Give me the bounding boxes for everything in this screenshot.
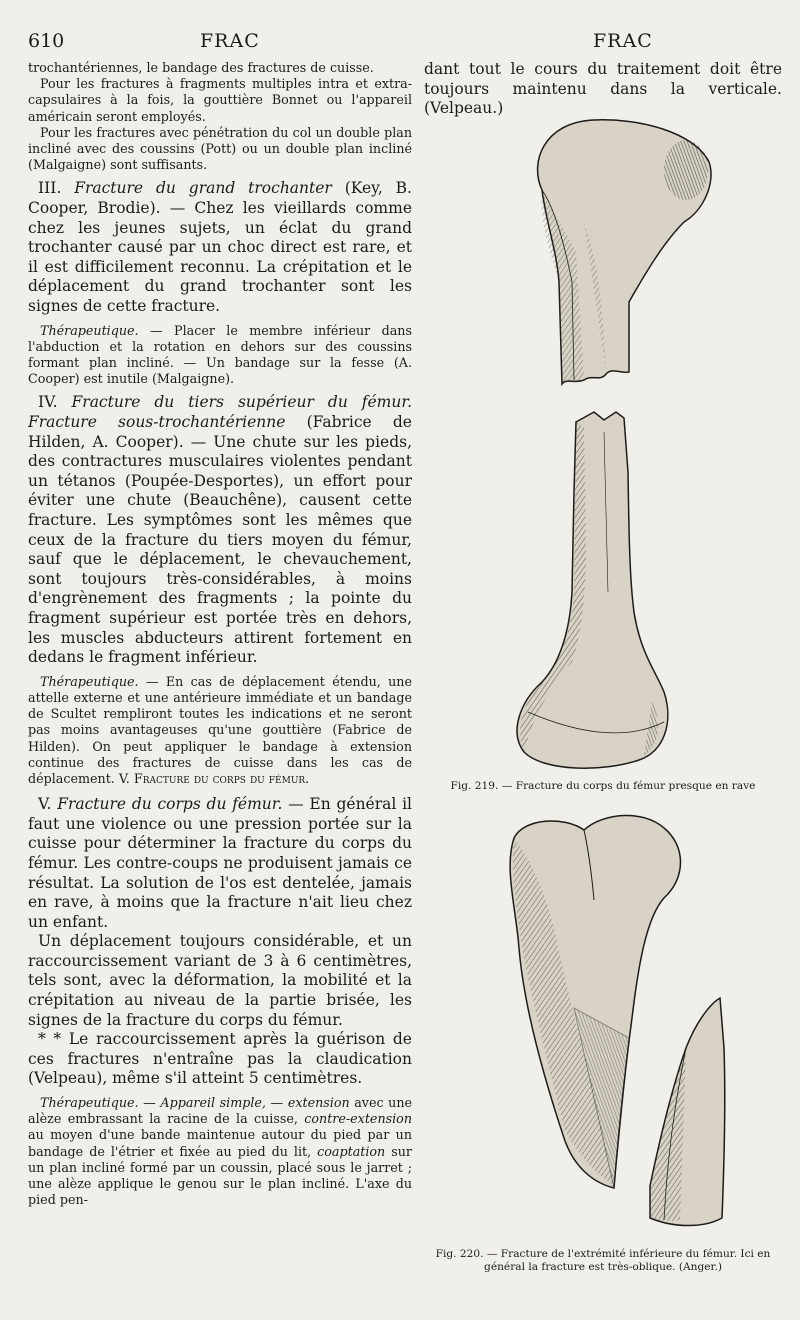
therapeutique-4-body: — En cas de déplacement étendu, une attelle externe et une antérieure immédiate et un bandage de Scultet rempliront toutes les indications et ne seront pas moins avantageuses qu'une gouttière (Fabrice de Hilden). On peut appliquer le bandage à extension continue des fractures de cuisse dans les cas de déplacement. V. — [28, 673, 412, 786]
section-3 — [28, 179, 412, 316]
section-3-number: III. — [38, 179, 62, 198]
therapeutique-5-text-c: sur un plan incliné formé par un coussin, placé sous le jarret ; une alèze applique le genou sur le plan incliné. L'axe du pied pen- — [28, 1143, 412, 1208]
lower-fragment — [517, 412, 668, 768]
right-column — [424, 60, 782, 1312]
therapeutique-4 — [28, 674, 412, 787]
left-column — [28, 60, 412, 1312]
upper-fragment — [538, 120, 711, 384]
term-coaptation: coaptation — [317, 1143, 386, 1159]
section-3-body: (Key, B. Cooper, Brodie). — Chez les vieillards comme chez les jeunes sujets, un éclat du grand trochanter causé par un choc direct est rare, et il est difficilement reconnu. La crépitation et le déplacement du grand trochanter sont les signes de cette fracture. — [28, 179, 412, 315]
paragraph-continuation: trochantériennes, le bandage des fractures de cuisse. — [28, 60, 374, 75]
cross-reference: Fracture du corps du fémur. — [133, 770, 310, 786]
paragraph-shortening-text: Le raccourcissement après la guérison de ces fractures n'entraîne pas la claudication (Velpeau), même s'il atteint 5 centimètres. — [28, 1030, 412, 1088]
paragraph-top-right: dant tout le cours du traitement doit être toujours maintenu dans la verticale. (Velpeau.) — [424, 60, 782, 118]
distal-fragment — [510, 815, 680, 1188]
page-header — [28, 30, 772, 56]
figure-220 — [424, 808, 782, 1274]
running-title-left: FRAC — [200, 30, 260, 52]
section-5-title: Fracture du corps du fémur. — [57, 795, 283, 814]
therapeutique-3-body: — Placer le membre inférieur dans l'abduction et la rotation en dehors sur des coussins formant plan incliné. — Un bandage sur la fesse (A. Cooper) est inutile (Malgaigne). — [28, 322, 412, 387]
figure-219-caption: Fig. 219. — Fracture du corps du fémur presque en rave — [450, 780, 756, 792]
femur-shaft-fracture-illustration — [424, 112, 782, 780]
page-number: 610 — [28, 30, 65, 52]
section-5 — [28, 795, 412, 932]
section-4-title: Fracture du tiers supérieur du fémur. Fracture sous-trochantérienne — [28, 393, 412, 431]
section-4 — [28, 393, 412, 667]
therapeutique-5-text-a: avec une alèze embrassant la racine de la cuisse, — [28, 1095, 412, 1127]
asterism: * * — [38, 1030, 62, 1049]
section-5-number: V. — [38, 795, 52, 814]
paragraph-shortening — [28, 1030, 412, 1089]
therapeutique-5 — [28, 1095, 412, 1208]
therapeutique-5-label: Thérapeutique. — Appareil simple, — extension — [40, 1095, 350, 1111]
figure-220-caption-line-1: Fig. 220. — Fracture de l'extrémité inférieure du fémur. Ici en — [435, 1248, 771, 1260]
therapeutique-3 — [28, 323, 412, 388]
term-contre-extension: contre-extension — [304, 1111, 412, 1127]
paragraph-displacement: Un déplacement toujours considérable, et un raccourcissement variant de 3 à 6 centimètres, tels sont, avec la déformation, la mobilité et la crépitation au niveau de la partie brisée, les signes de la fracture du corps du fémur. — [28, 932, 412, 1029]
paragraph-penetration: Pour les fractures avec pénétration du col un double plan incliné avec des coussins (Pott) ou un double plan incliné (Malgaigne) sont suffisants. — [28, 124, 412, 173]
therapeutique-label: Thérapeutique. — [40, 322, 139, 338]
figure-220-caption-line-2: général la fracture est très-oblique. (Anger.) — [484, 1261, 722, 1273]
paragraph-multiple-fragments: Pour les fractures à fragments multiples intra et extra-capsulaires à la fois, la gouttière Bonnet ou l'appareil américain seront employés. — [28, 76, 412, 124]
running-title-right: FRAC — [593, 30, 653, 52]
shaft-fragment — [650, 998, 725, 1226]
therapeutique-label: Thérapeutique. — [40, 673, 139, 689]
figure-219 — [424, 112, 782, 793]
distal-femur-fracture-illustration — [424, 808, 782, 1248]
section-3-title: Fracture du grand trochanter — [74, 179, 332, 198]
section-4-number: IV. — [38, 393, 58, 412]
section-4-body: (Fabrice de Hilden, A. Cooper). — Une chute sur les pieds, des contractures musculaires violentes pendant un tétanos (Poupée-Desportes), un effort pour éviter une chute (Beauchêne), causent cette fracture. Les symptômes sont les mêmes que ceux de la fracture du tiers moyen du fémur, sauf que le déplacement, le chevauchement, sont toujours très-considérables, à moins d'engrènement des fragments ; la pointe du fragment supérieur est portée très en dehors, les muscles abducteurs attirent fortement en dedans le fragment inférieur. — [28, 412, 412, 667]
therapeutique-5-text-b: au moyen d'une bande maintenue autour du pied par un bandage de l'étrier et fixée au pied du lit, — [28, 1127, 412, 1159]
section-5-body: — En général il faut une violence ou une pression portée sur la cuisse pour déterminer la fracture du corps du fémur. Les contre-coups ne produisent jamais ce résultat. La solution de l'os est dentelée, jamais en rave, à moins que la fracture n'ait lieu chez un enfant. — [28, 795, 412, 931]
